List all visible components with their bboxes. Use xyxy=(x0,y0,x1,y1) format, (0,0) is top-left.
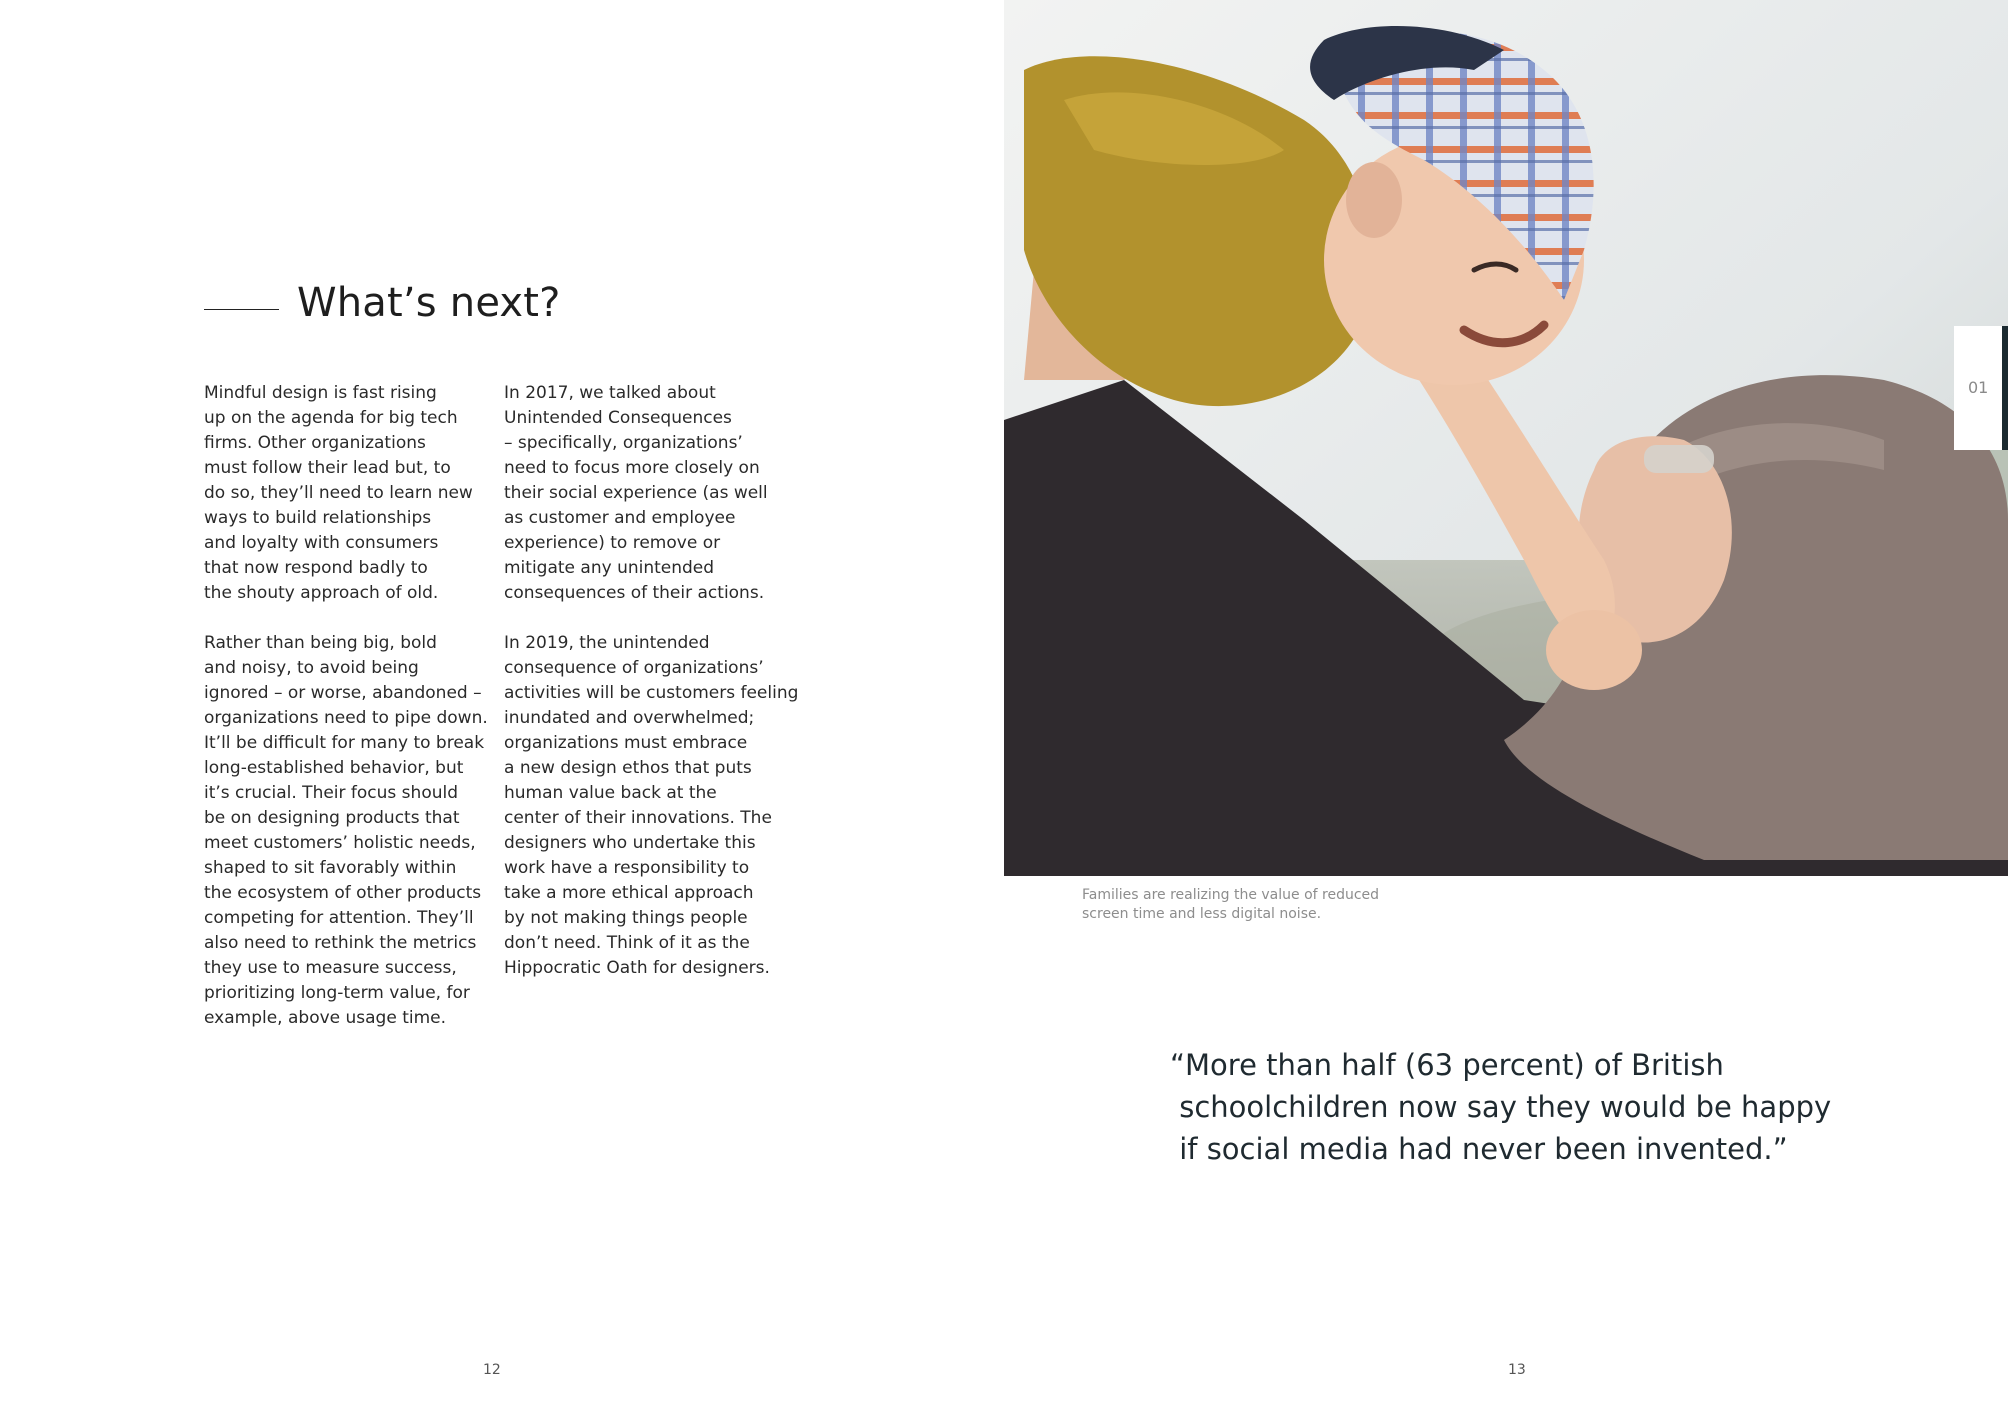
text-line: – specifically, organizations’ xyxy=(504,433,743,453)
text-line: up on the agenda for big tech xyxy=(204,408,458,428)
text-line: they use to measure success, xyxy=(204,958,457,978)
page-number-right: 13 xyxy=(1508,1362,1526,1378)
text-line: meet customers’ holistic needs, xyxy=(204,833,476,853)
text-line: It’ll be difficult for many to break xyxy=(204,733,485,753)
photo-illustration xyxy=(1004,0,2008,876)
pull-quote xyxy=(1170,1044,1870,1170)
text-line: prioritizing long-term value, for xyxy=(204,983,470,1003)
text-line: consequences of their actions. xyxy=(504,583,765,603)
text-line: that now respond badly to xyxy=(204,558,428,578)
text-line: consequence of organizations’ xyxy=(504,658,764,678)
left-column xyxy=(204,381,489,1056)
text-line: Mindful design is fast rising xyxy=(204,383,437,403)
text-line: do so, they’ll need to learn new xyxy=(204,483,473,503)
text-line: activities will be customers feeling xyxy=(504,683,799,703)
text-line: example, above usage time. xyxy=(204,1008,447,1028)
text-line: experience) to remove or xyxy=(504,533,721,553)
text-line: by not making things people xyxy=(504,908,748,928)
section-tab xyxy=(1954,326,2008,450)
text-line: work have a responsibility to xyxy=(504,858,750,878)
photo-caption xyxy=(1082,886,1422,924)
text-line: their social experience (as well xyxy=(504,483,768,503)
quote-line: schoolchildren now say they would be happy xyxy=(1170,1090,1832,1124)
text-line: also need to rethink the metrics xyxy=(204,933,477,953)
right-column xyxy=(504,381,804,1006)
photo-mother-lifting-child xyxy=(1004,0,2008,876)
paragraph xyxy=(204,381,489,606)
text-line: mitigate any unintended xyxy=(504,558,715,578)
text-line: competing for attention. They’ll xyxy=(204,908,474,928)
text-line: organizations must embrace xyxy=(504,733,748,753)
section-tab-number: 01 xyxy=(1968,378,1989,397)
caption-line: Families are realizing the value of reduced xyxy=(1082,887,1380,903)
text-line: firms. Other organizations xyxy=(204,433,426,453)
text-line: take a more ethical approach xyxy=(504,883,754,903)
text-line: long-established behavior, but xyxy=(204,758,464,778)
text-line: don’t need. Think of it as the xyxy=(504,933,750,953)
heading-rule xyxy=(204,309,279,310)
text-line: Unintended Consequences xyxy=(504,408,732,428)
text-line: and noisy, to avoid being xyxy=(204,658,419,678)
text-line: must follow their lead but, to xyxy=(204,458,451,478)
text-line: it’s crucial. Their focus should xyxy=(204,783,459,803)
text-line: and loyalty with consumers xyxy=(204,533,439,553)
text-line: center of their innovations. The xyxy=(504,808,772,828)
text-line: organizations need to pipe down. xyxy=(204,708,488,728)
caption-line: screen time and less digital noise. xyxy=(1082,906,1322,922)
text-line: as customer and employee xyxy=(504,508,736,528)
text-line: the shouty approach of old. xyxy=(204,583,439,603)
text-line: shaped to sit favorably within xyxy=(204,858,457,878)
paragraph xyxy=(504,381,804,606)
quote-line: if social media had never been invented.” xyxy=(1170,1132,1788,1166)
section-heading: What’s next? xyxy=(297,280,561,326)
text-line: be on designing products that xyxy=(204,808,460,828)
quote-line: “More than half (63 percent) of British xyxy=(1170,1048,1724,1082)
text-line: ignored – or worse, abandoned – xyxy=(204,683,482,703)
text-line: need to focus more closely on xyxy=(504,458,760,478)
text-line: ways to build relationships xyxy=(204,508,432,528)
text-line: Rather than being big, bold xyxy=(204,633,437,653)
text-line: inundated and overwhelmed; xyxy=(504,708,755,728)
text-line: In 2019, the unintended xyxy=(504,633,710,653)
text-line: human value back at the xyxy=(504,783,717,803)
page-number-left: 12 xyxy=(483,1362,501,1378)
text-line: the ecosystem of other products xyxy=(204,883,482,903)
text-line: In 2017, we talked about xyxy=(504,383,716,403)
text-line: Hippocratic Oath for designers. xyxy=(504,958,770,978)
section-tab-bar xyxy=(2002,326,2008,450)
paragraph xyxy=(204,631,489,1031)
paragraph xyxy=(504,631,804,981)
text-line: a new design ethos that puts xyxy=(504,758,752,778)
text-line: designers who undertake this xyxy=(504,833,756,853)
